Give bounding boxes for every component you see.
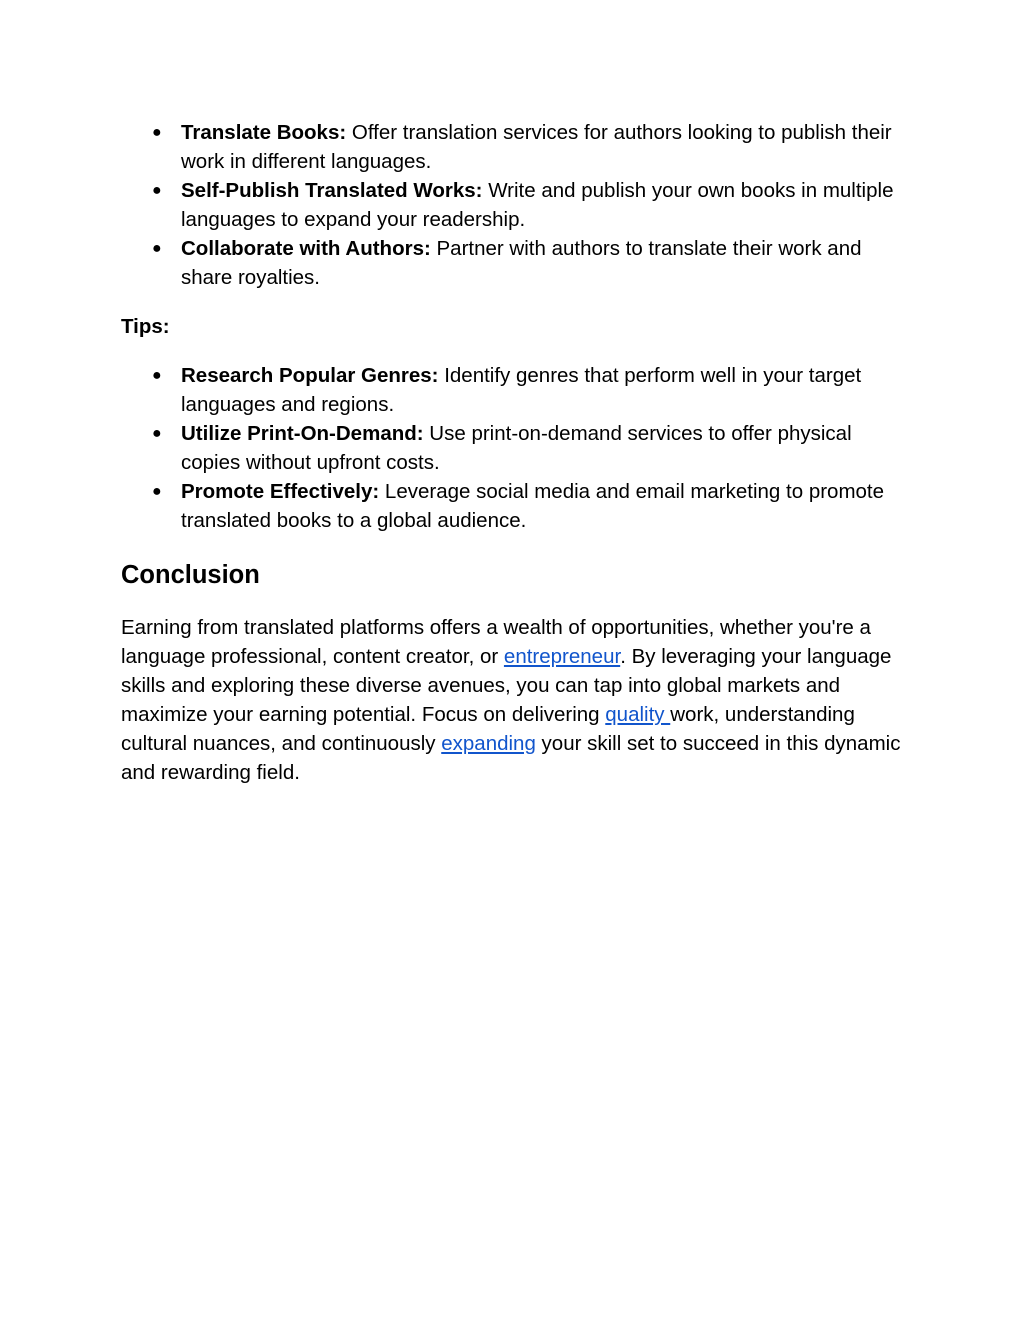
quality-link[interactable]: quality [605, 703, 671, 726]
tips-label: Tips: [121, 315, 170, 338]
list-item-title: Self-Publish Translated Works: [181, 179, 483, 202]
list-item [121, 176, 911, 234]
list-item [121, 118, 911, 176]
bullet-icon: ● [152, 483, 162, 500]
list-item-text: Partner with authors to translate their work and share royalties. [181, 237, 862, 289]
list-item [121, 419, 911, 477]
paragraph-text: . By leveraging your language skills and exploring these diverse avenues, you can tap into global markets and maximize your earning potential. Focus on delivering [121, 645, 892, 726]
list-item-text: Offer translation services for authors looking to publish their work in different languages. [181, 121, 892, 173]
bullet-list-tips [121, 361, 911, 535]
entrepreneur-link[interactable]: entrepreneur [503, 645, 621, 668]
bullet-icon: ● [152, 182, 162, 199]
list-item-text: Write and publish your own books in multiple languages to expand your readership. [181, 179, 894, 231]
list-item-title: Translate Books: [181, 121, 347, 144]
list-item-text: Use print-on-demand services to offer physical copies without upfront costs. [181, 422, 852, 474]
expanding-link[interactable]: expanding [441, 732, 536, 755]
bullet-list-strategies [121, 118, 911, 292]
bullet-icon: ● [152, 367, 162, 384]
paragraph-text: your skill set to succeed in this dynamic and rewarding field. [121, 732, 901, 784]
conclusion-heading: Conclusion [121, 561, 260, 589]
list-item [121, 234, 911, 292]
conclusion-paragraph [121, 613, 911, 787]
list-item [121, 477, 911, 535]
list-item-title: Promote Effectively: [181, 480, 380, 503]
list-item-title: Collaborate with Authors: [181, 237, 431, 260]
list-item [121, 361, 911, 419]
paragraph-text: work, understanding cultural nuances, and continuously [121, 703, 855, 755]
paragraph-text: Earning from translated platforms offers a wealth of opportunities, whether you're a language professional, content creator, or [121, 616, 871, 668]
list-item-text: Leverage social media and email marketing to promote translated books to a global audience. [181, 480, 885, 532]
list-item-title: Utilize Print-On-Demand: [181, 422, 424, 445]
list-item-title: Research Popular Genres: [181, 364, 439, 387]
bullet-icon: ● [152, 240, 162, 257]
document-page [121, 118, 911, 787]
bullet-icon: ● [152, 124, 162, 141]
bullet-icon: ● [152, 425, 162, 442]
list-item-text: Identify genres that perform well in your target languages and regions. [181, 364, 862, 416]
